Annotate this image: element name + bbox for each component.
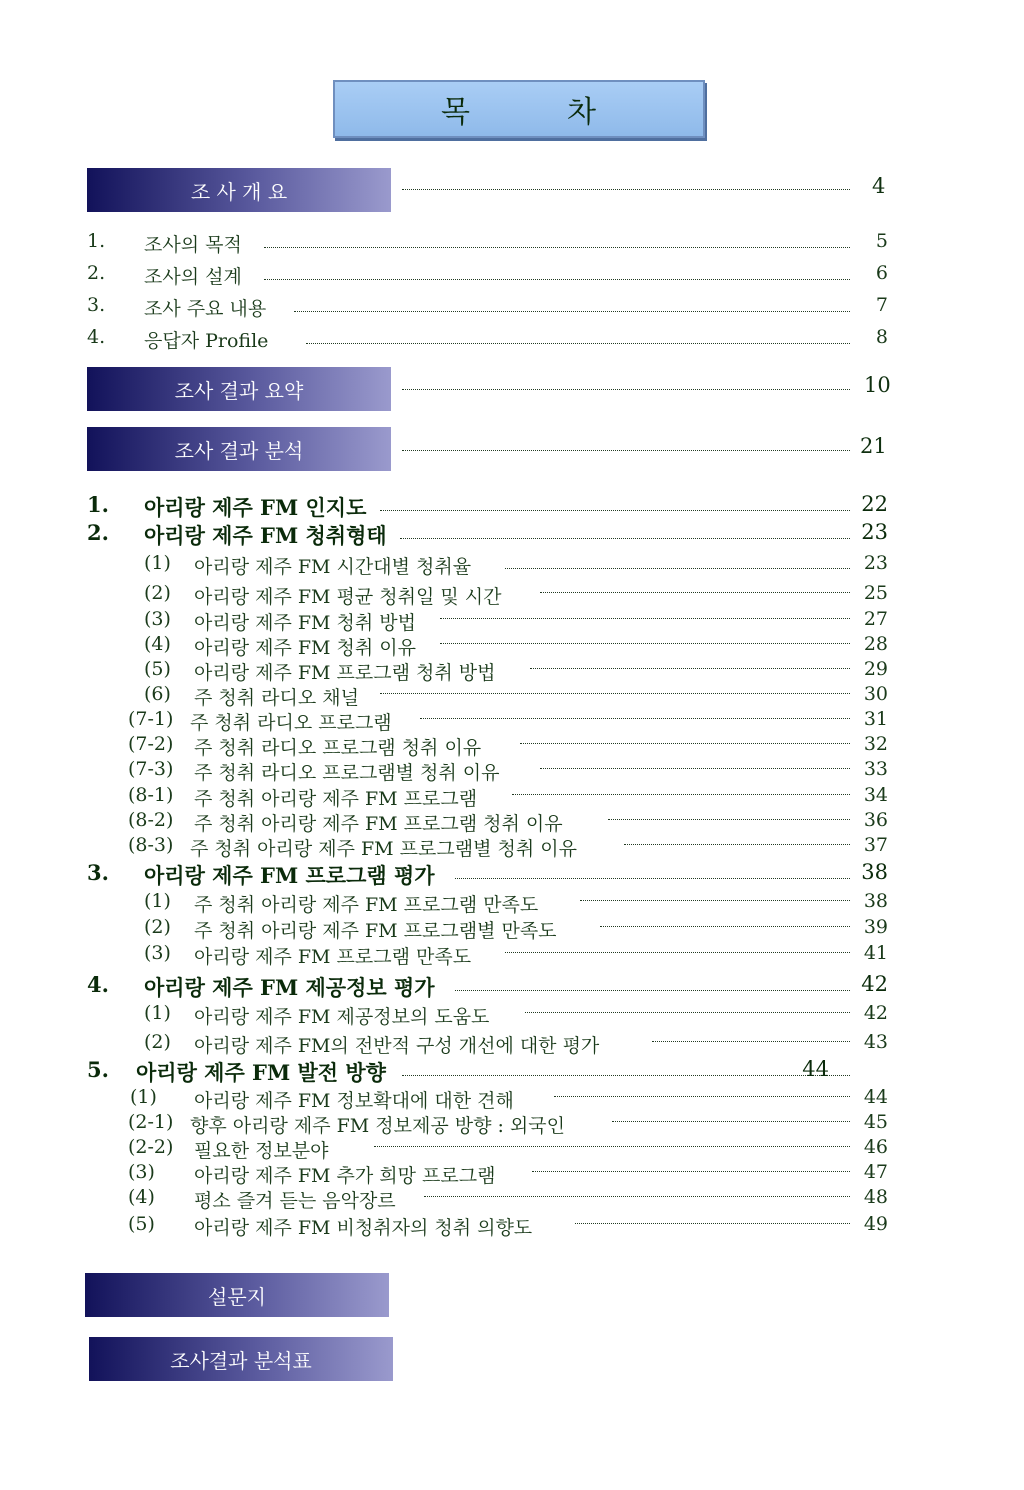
entry-number: (7-1) [128,708,174,730]
toc-title [333,80,705,138]
entry-number: (7-3) [128,758,174,780]
entry-title: 아리랑 제주 FM 청취 이유 [194,637,416,659]
section-summary-page: 10 [864,373,891,397]
entry-title: 응답자 Profile [144,330,269,352]
entry-number: (2-2) [128,1136,174,1158]
entry-title: 주 청취 라디오 프로그램별 청취 이유 [194,762,500,784]
entry-title: 주 청취 아리랑 제주 FM 프로그램별 청취 이유 [190,838,577,860]
entry-title: 주 청취 라디오 채널 [194,687,359,709]
entry-page: 28 [863,633,888,655]
entry-leader [525,1012,850,1013]
entry-page: 39 [863,916,888,938]
entry-leader [505,952,850,953]
entry-title: 필요한 정보분야 [194,1140,329,1162]
entry-leader [554,1096,850,1097]
entry-page: 42 [863,1002,888,1024]
entry-title: 아리랑 제주 FM 평균 청취일 및 시간 [194,586,502,608]
section-analysis-label: 조사 결과 분석 [174,438,304,463]
entry-title: 아리랑 제주 FM 프로그램 청취 방법 [194,662,496,684]
entry-title: 아리랑 제주 FM 추가 희망 프로그램 [194,1165,496,1187]
section-analysis-tables-label: 조사결과 분석표 [170,1348,312,1373]
entry-page: 45 [863,1111,888,1133]
entry-page: 41 [863,942,888,964]
entry-title: 주 청취 라디오 프로그램 [190,712,392,734]
entry-leader [294,311,850,312]
entry-number: (1) [130,1086,157,1108]
entry-number: (3) [128,1161,155,1183]
entry-number: (3) [144,942,171,964]
entry-leader [420,718,850,719]
entry-title: 아리랑 제주 FM 발전 방향 [136,1060,386,1085]
entry-leader [532,1171,850,1172]
entry-title: 평소 즐겨 듣는 음악장르 [194,1190,396,1212]
entry-leader [612,1121,850,1122]
entry-title: 아리랑 제주 FM 청취 방법 [194,612,416,634]
entry-title: 아리랑 제주 FM 청취형태 [144,523,387,548]
entry-title: 아리랑 제주 FM 프로그램 평가 [144,863,435,888]
entry-leader [580,900,850,901]
section-analysis-leader [402,450,850,451]
section-analysis-header[interactable] [87,427,391,471]
entry-page: 38 [861,860,888,884]
entry-leader [608,819,850,820]
entry-page: 23 [861,520,888,544]
entry-number: 4. [87,972,109,997]
entry-number: (1) [144,890,171,912]
entry-title: 주 청취 아리랑 제주 FM 프로그램 만족도 [194,894,539,916]
entry-leader [455,878,850,879]
entry-number: (6) [144,683,171,705]
entry-title: 아리랑 제주 FM 인지도 [144,495,367,520]
section-summary-header[interactable] [87,367,391,411]
entry-title: 주 청취 아리랑 제주 FM 프로그램별 만족도 [194,920,557,942]
entry-title: 주 청취 라디오 프로그램 청취 이유 [194,737,482,759]
entry-leader [306,343,850,344]
section-summary-leader [402,389,850,390]
entry-number: (2) [144,1031,171,1053]
section-questionnaire-label: 설문지 [208,1284,266,1309]
entry-leader [530,668,850,669]
entry-number: (8-2) [128,809,174,831]
entry-leader [264,279,850,280]
entry-leader [380,510,850,511]
toc-title-left: 목 [441,95,471,130]
entry-number: (3) [144,608,171,630]
entry-title: 주 청취 아리랑 제주 FM 프로그램 청취 이유 [194,813,563,835]
entry-title: 향후 아리랑 제주 FM 정보제공 방향 : 외국인 [190,1115,565,1137]
entry-page: 30 [863,683,888,705]
entry-page: 47 [863,1161,888,1183]
entry-page: 6 [875,262,888,284]
entry-number: (2) [144,582,171,604]
entry-page: 32 [863,733,888,755]
entry-page: 43 [863,1031,888,1053]
entry-page: 23 [863,552,888,574]
entry-number: (4) [128,1186,155,1208]
entry-leader [652,1041,850,1042]
section-analysis-tables-header[interactable] [89,1337,393,1381]
entry-number: 3. [87,860,109,885]
entry-number: (1) [144,1002,171,1024]
entry-page: 42 [861,972,888,996]
entry-number: 5. [87,1057,109,1082]
entry-leader [505,568,850,569]
section-overview-page: 4 [872,174,886,198]
entry-leader [400,538,850,539]
entry-title: 아리랑 제주 FM 비청취자의 청취 의향도 [194,1217,533,1239]
entry-leader [424,1196,850,1197]
entry-leader [374,1146,850,1147]
entry-title: 주 청취 아리랑 제주 FM 프로그램 [194,788,478,810]
entry-page: 36 [863,809,888,831]
entry-page: 44 [863,1086,888,1108]
entry-number: (5) [128,1213,155,1235]
entry-title: 아리랑 제주 FM 시간대별 청취율 [194,556,472,578]
entry-title: 아리랑 제주 FM 제공정보 평가 [144,975,435,1000]
entry-leader [512,794,850,795]
entry-page: 29 [863,658,888,680]
entry-title: 조사 주요 내용 [144,298,267,320]
entry-leader [575,1223,850,1224]
entry-page: 37 [863,834,888,856]
entry-page: 27 [863,608,888,630]
entry-page: 46 [863,1136,888,1158]
entry-number: 1. [87,492,109,517]
entry-leader [440,643,850,644]
entry-page: 7 [875,294,888,316]
entry-number: (8-3) [128,834,174,856]
entry-number: 2. [87,262,106,284]
entry-leader [540,592,850,593]
entry-number: (1) [144,552,171,574]
entry-number: (4) [144,633,171,655]
entry-page: 34 [863,784,888,806]
entry-title: 아리랑 제주 FM 프로그램 만족도 [194,946,472,968]
entry-number: (7-2) [128,733,174,755]
entry-number: (2) [144,916,171,938]
entry-title: 조사의 목적 [144,234,242,256]
section-analysis-page: 21 [860,434,887,458]
entry-leader [455,990,850,991]
entry-number: 3. [87,294,106,316]
entry-page: 38 [863,890,888,912]
entry-page: 8 [875,326,888,348]
entry-title: 아리랑 제주 FM 정보확대에 대한 견해 [194,1090,514,1112]
entry-title: 조사의 설계 [144,266,242,288]
entry-leader [624,844,850,845]
section-overview-header[interactable] [87,168,391,212]
entry-number: (8-1) [128,784,174,806]
entry-leader [600,926,850,927]
entry-page: 44 [802,1057,829,1081]
entry-leader [402,1075,850,1076]
entry-page: 22 [861,492,888,516]
entry-page: 49 [863,1213,888,1235]
entry-number: (5) [144,658,171,680]
entry-leader [380,693,850,694]
section-overview-label: 조 사 개 요 [190,179,288,204]
entry-title: 아리랑 제주 FM 제공정보의 도움도 [194,1006,490,1028]
entry-leader [540,768,850,769]
entry-page: 31 [863,708,888,730]
entry-leader [520,743,850,744]
entry-leader [440,618,850,619]
section-questionnaire-header[interactable] [85,1273,389,1317]
entry-page: 5 [875,230,888,252]
entry-number: 4. [87,326,106,348]
entry-number: 1. [87,230,106,252]
entry-page: 25 [863,582,888,604]
section-summary-label: 조사 결과 요약 [174,378,304,403]
entry-number: (2-1) [128,1111,174,1133]
entry-page: 33 [863,758,888,780]
entry-page: 48 [863,1186,888,1208]
entry-leader [264,247,850,248]
section-overview-leader [402,189,850,190]
entry-number: 2. [87,520,109,545]
entry-title: 아리랑 제주 FM의 전반적 구성 개선에 대한 평가 [194,1035,600,1057]
toc-title-right: 차 [567,95,597,130]
